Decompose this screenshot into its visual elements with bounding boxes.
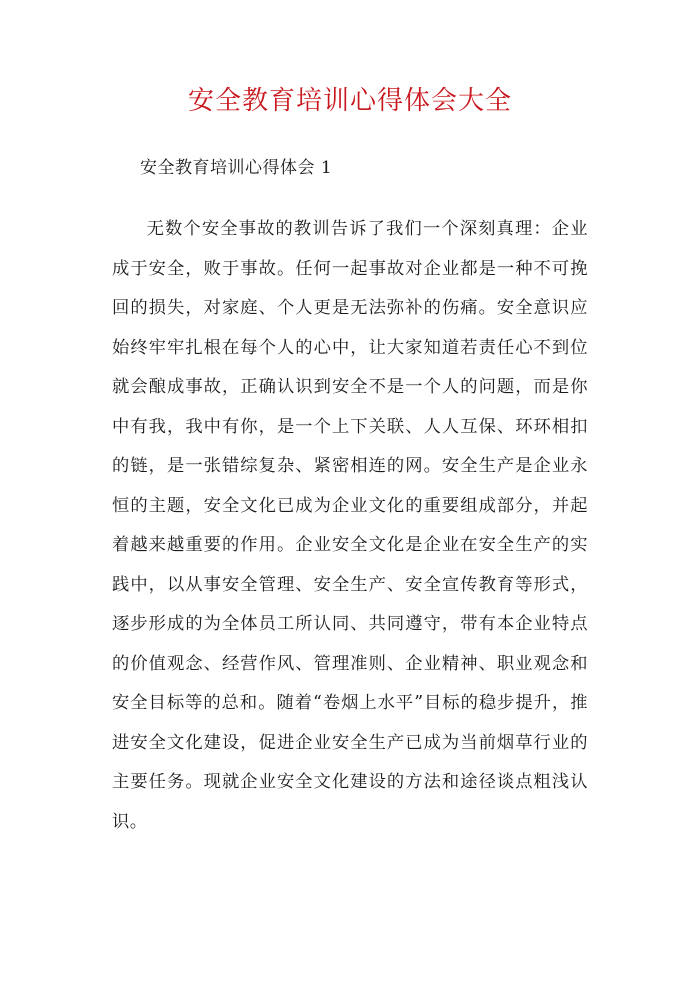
document-title: 安全教育培训心得体会大全: [187, 86, 512, 116]
section-heading: 安全教育培训心得体会 1: [140, 158, 333, 178]
body-paragraph: 无数个安全事故的教训告诉了我们一个深刻真理：企业成于安全，败于事故。任何一起事故对企业都是一种不可挽回的损失，对家庭、个人更是无法弥补的伤痛。安全意识应始终牢牢扎根在每个人的心中，让大家知道若责任心不到位就会酿成事故，正确认识到安全不是一个人的问题，而是你中有我，我中有你，是一个上下关联、人人互保、环环相扣的链，是一张错综复杂、紧密相连的网。安全生产是企业永恒的主题，安全文化已成为企业文化的重要组成部分，并起着越来越重要的作用。企业安全文化是企业在安全生产的实践中，以从事安全管理、安全生产、安全宣传教育等形式，逐步形成的为全体员工所认同、共同遵守，带有本企业特点的价值观念、经营作风、管理准则、企业精神、职业观念和安全目标等的总和。随着“卷烟上水平”目标的稳步提升，推进安全文化建设，促进企业安全生产已成为当前烟草行业的主要任务。现就企业安全文化建设的方法和途径谈点粗浅认识。: [112, 219, 588, 832]
